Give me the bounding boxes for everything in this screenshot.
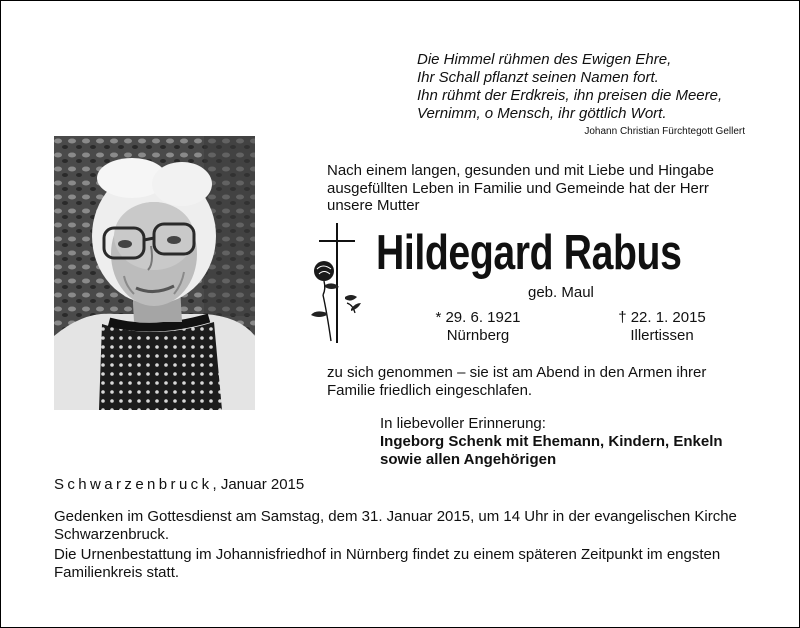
passing-text: zu sich genommen – sie ist am Abend in den Armen ihrer Familie friedlich eingeschlafen. [327, 364, 707, 399]
place-name: Schwarzenbruck [54, 476, 213, 493]
death-info [597, 309, 727, 345]
mourners-block [380, 415, 760, 469]
death-place: Illertissen [630, 327, 694, 344]
poem-line: Ihr Schall pflanzt seinen Namen fort. [417, 69, 659, 86]
maiden-name: geb. Maul [528, 284, 594, 301]
death-date: † 22. 1. 2015 [618, 309, 706, 326]
cross-rose-icon [301, 223, 371, 343]
portrait-photo [54, 136, 255, 410]
birth-date: * 29. 6. 1921 [435, 309, 521, 326]
poem-line: Vernimm, o Mensch, ihr göttlich Wort. [417, 105, 667, 122]
intro-text: Nach einem langen, gesunden und mit Liebe und Hingabe ausgefüllten Leben in Familie und Gemeinde hat der Herr unsere Mutter [327, 162, 714, 214]
birth-info [413, 309, 543, 345]
birth-place: Nürnberg [446, 327, 510, 344]
service-text: Gedenken im Gottesdienst am Samstag, dem 31. Januar 2015, um 14 Uhr in der evangelischen Kirche Schwarzenbruck. [54, 508, 737, 543]
burial-text: Die Urnenbestattung im Johannisfriedhof in Nürnberg findet zu einem späteren Zeitpunkt im engsten Familienkreis statt. [54, 546, 721, 581]
poem-line: Ihn rühmt der Erdkreis, ihn preisen die Meere, [417, 87, 723, 104]
place-date [54, 476, 304, 493]
poem-line: Die Himmel rühmen des Ewigen Ehre, [417, 51, 672, 68]
portrait-image [54, 136, 255, 410]
poem-author: Johann Christian Fürchtegott Gellert [584, 126, 745, 137]
mourners-line: sowie allen Angehörigen [380, 451, 557, 468]
date-text: , Januar 2015 [212, 476, 305, 493]
deceased-name: Hildegard Rabus [376, 226, 682, 280]
poem-block [417, 51, 747, 139]
mourners-intro: In liebevoller Erinnerung: [380, 415, 546, 432]
mourners-line: Ingeborg Schenk mit Ehemann, Kindern, Enkeln [380, 433, 723, 450]
